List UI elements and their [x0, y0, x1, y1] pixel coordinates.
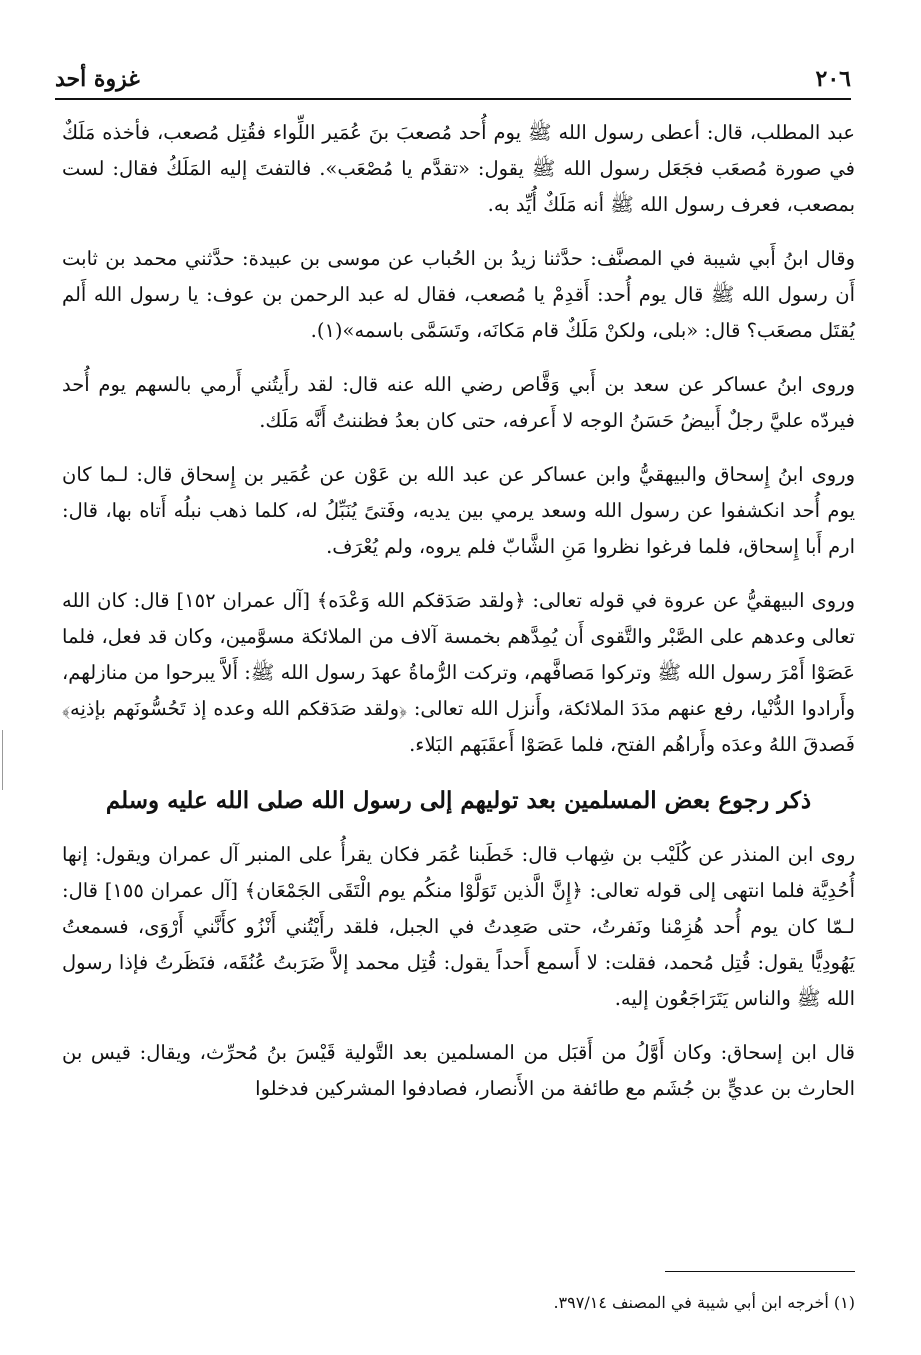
- paragraph: وروى البيهقيُّ عن عروة في قوله تعالى: ﴿ولقد صَدَقكم الله وَعْدَه﴾ [آل عمران ١٥٢] قال: كان الله تعالى وعدهم على الصَّبْر والتَّقوى أَن يُمِدَّهم بخمسة آلاف من الملائكة مسوَّمين، وكان قد فعل، فلما عَصَوْا أَمْرَ رسول الله ﷺ وتركوا مَصافَّهم، وتركت الرُّماةُ عهدَ رسول الله ﷺ: أَلاَّ يبرحوا من منازلهم، وأَرادوا الدُّنْيا، رفع عنهم مدَدَ الملائكة، وأَنزل الله تعالى: ﴿ولقد صَدَقكم الله وعده إذ تَحُسُّونَهم بإذنِه﴾ فَصدقَ اللهُ وعدَه وأَراهُم الفتح، فلما عَصَوْا أَعقَبَهم البَلاء.: [62, 589, 855, 756]
- paragraph: عبد المطلب، قال: أعطى رسول الله ﷺ يوم أُحد مُصعبَ بنَ عُمَير اللِّواء فقُتِل مُصعب، فأخذه مَلَكٌ في صورة مُصعَب فجَعَل رسول الله ﷺ يقول: «تقدَّم يا مُصْعَب». فالتفتَ إليه المَلَكُ فقال: لست بمصعب، فعرف رسول الله ﷺ أنه مَلَكٌ أُيِّد به.: [62, 121, 855, 216]
- paragraph: قال ابن إسحاق: وكان أَوَّلُ من أَقبَل من المسلمين بعد التَّولية قَيْسَ بنُ مُحرِّث، ويقال: قيس بن الحارث بن عديٍّ بن جُشَم مع طائفة من الأَنصار، فصادفوا المشركين فدخلوا: [62, 1041, 855, 1100]
- page-body: [62, 115, 855, 1125]
- paragraph: وقال ابنُ أَبي شيبة في المصنَّف: حدَّثنا زيدُ بن الحُباب عن موسى بن عبيدة: حدَّثني محمد بن ثابت أَن رسول الله ﷺ قال يوم أُحد: أَقدِمْ يا مُصعب، فقال له عبد الرحمن بن عوف: يا رسول الله أَلم يُقتَل مصعَب؟ قال: «بلى، ولكنْ مَلَكٌ قام مَكانَه، وتَسَمَّى باسمه»(١).: [62, 247, 855, 342]
- footnote: (١) أخرجه ابن أبي شيبة في المصنف ٣٩٧/١٤.: [553, 1293, 855, 1312]
- scan-margin-mark: [2, 730, 3, 790]
- section-heading: ذكر رجوع بعض المسلمين بعد توليهم إلى رسول الله صلى الله عليه وسلم: [105, 787, 812, 814]
- page-number: ٢٠٦: [815, 66, 851, 92]
- paragraph: روى ابن المنذر عن كُلَيْب بن شِهاب قال: خَطَبنا عُمَر فكان يقرأُ على المنبر آل عمران ويقول: إنها أُحُدِيَّة فلما انتهى إلى قوله تعالى: ﴿إِنَّ الَّذين تَوَلَّوْا منكُم يوم الْتَقَى الجَمْعَان﴾ [آل عمران ١٥٥] قال: لـمّا كان يوم أُحد هُزِمْنا ونَفرتُ، حتى صَعِدتُ في الجبل، فلقد رأَيْتُني أَنْزُو كأَنَّني أَرْوَى، فسمعتُ يَهُودِيًّا يقول: قُتِل مُحمد، فقلت: لا أَسمع أَحداً يقول: قُتِل محمد إلاَّ ضَرَبتُ عُنُقَه، فنَظَرتُ فإذا رسول الله ﷺ والناس يَتَرَاجَعُون إليه.: [62, 843, 855, 1010]
- paragraph: وروى ابنُ إِسحاق والبيهقيُّ وابن عساكر عن عبد الله بن عَوْن عن عُمَير بن إِسحاق قال: لـما كان يوم أُحد انكشفوا عن رسول الله وسعد يرمي بين يديه، وفَتىً يُنَبِّلُ له، كلما ذهب نبلُه أَتاه بها، قال: ارم أَبا إِسحاق، فلما فرغوا نظروا مَنِ الشَّابّ فلم يروه، ولم يُعْرَف.: [62, 463, 855, 558]
- running-title: غزوة أحد: [55, 66, 140, 92]
- page-header: [55, 58, 851, 100]
- footnote-divider: [665, 1271, 855, 1272]
- paragraph: وروى ابنُ عساكر عن سعد بن أَبي وَقَّاص رضي الله عنه قال: لقد رأَيتُني أَرمي بالسهم يوم أُحد فيردّه عليَّ رجلٌ أَبيضُ حَسَنُ الوجه لا أَعرفه، حتى كان بعدُ فظننتُ أَنَّه مَلَك.: [62, 373, 855, 432]
